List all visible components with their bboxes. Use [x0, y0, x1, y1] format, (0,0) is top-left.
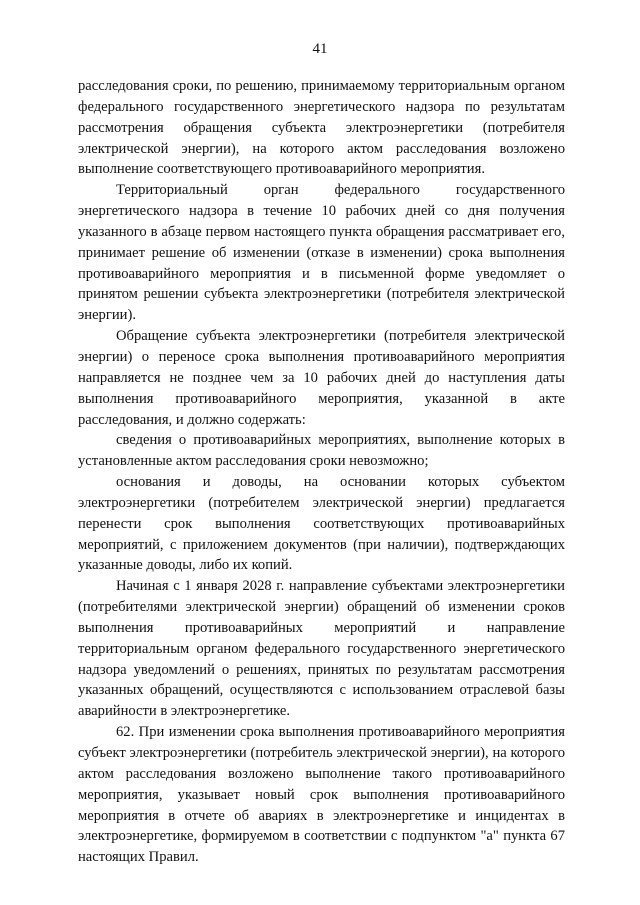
paragraph-territorial-body-decision: Территориальный орган федерального государственного энергетического надзора в течение 10 рабочих дней со дня получения указанного в абзаце первом настоящего пункта обращения рассматривает его, принимает решение об изменении (отказе в изменении) срока выполнения противоаварийного мероприятия и в письменной форме уведомляет о принятом решении субъекта электроэнергетики (потребителя электрической энергии). [78, 182, 565, 324]
paragraph-measures-info: сведения о противоаварийных мероприятиях, выполнение которых в установленные актом расследования сроки невозможно; [78, 432, 565, 470]
paragraph-from-2028: Начиная с 1 января 2028 г. направление субъектами электроэнергетики (потребителями электрической энергии) обращений об изменении сроков выполнения противоаварийных мероприятий и направление территориальным органом федерального государственного энергетического надзора уведомлений о решениях, принятых по результатам рассмотрения указанных обращений, осуществляются с использованием отраслевой базы аварийности в электроэнергетике. [78, 578, 565, 720]
document-body [78, 76, 565, 868]
paragraph-continuation: расследования сроки, по решению, принимаемому территориальным органом федерального государственного энергетического надзора по результатам рассмотрения обращения субъекта электроэнергетики (потребителя электрической энергии), на которого актом расследования возложено выполнение соответствующего противоаварийного мероприятия. [78, 78, 565, 178]
paragraph-request-contents: Обращение субъекта электроэнергетики (потребителя электрической энергии) о переносе срока выполнения противоаварийного мероприятия направляется не позднее чем за 10 рабочих дней до наступления даты выполнения противоаварийного мероприятия, указанной в акте расследования, и должно содержать: [78, 328, 565, 428]
page-number: 41 [312, 41, 328, 57]
paragraph-grounds: основания и доводы, на основании которых субъектом электроэнергетики (потребителем электрической энергии) предлагается перенести срок выполнения соответствующих противоаварийных мероприятий, с приложением документов (при наличии), подтверждающих указанные доводы, либо их копий. [78, 474, 565, 574]
paragraph-62: 62. При изменении срока выполнения противоаварийного мероприятия субъект электроэнергетики (потребитель электрической энергии), на которого актом расследования возложено выполнение такого противоаварийного мероприятия, указывает новый срок выполнения противоаварийного мероприятия в отчете об авариях в электроэнергетике и инцидентах в электроэнергетике, формируемом в соответствии с подпунктом "а" пункта 67 настоящих Правил. [78, 724, 565, 866]
